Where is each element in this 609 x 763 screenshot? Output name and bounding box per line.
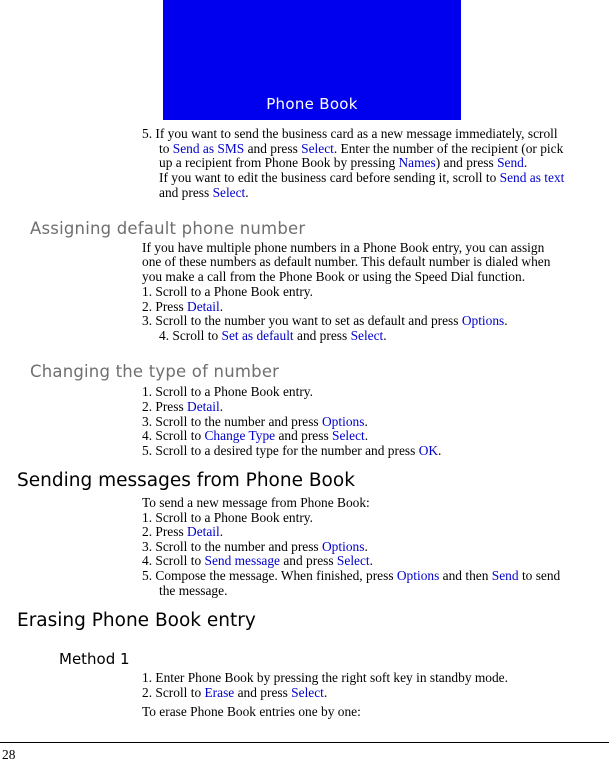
cmd-erase: Erase <box>204 685 235 700</box>
changing-step-4: 4. Scroll to Change Type and press Select. <box>142 428 369 443</box>
cmd-select: Select <box>301 141 334 156</box>
sending-intro: To send a new message from Phone Book: <box>142 495 370 510</box>
cmd-detail: Detail <box>187 524 220 539</box>
assigning-step-1: 1. Scroll to a Phone Book entry. <box>142 284 313 299</box>
heading-erasing-entry: Erasing Phone Book entry <box>17 610 256 631</box>
cmd-select: Select <box>350 328 384 343</box>
heading-assigning-default: Assigning default phone number <box>30 219 306 238</box>
heading-sending-messages: Sending messages from Phone Book <box>17 470 355 491</box>
sending-step-1: 1. Scroll to a Phone Book entry. <box>142 510 313 525</box>
changing-step-1: 1. Scroll to a Phone Book entry. <box>142 384 313 399</box>
cmd-names: Names <box>398 155 436 170</box>
erasing-one-by-one: To erase Phone Book entries one by one: <box>142 704 361 719</box>
assigning-intro-line-3: you make a call from the Phone Book or using the Speed Dial function. <box>142 269 526 284</box>
page-number: 28 <box>2 747 16 762</box>
business-card-step-5-line-3: up a recipient from Phone Book by pressing Names) and press Send. <box>159 155 528 170</box>
cmd-options: Options <box>322 414 365 429</box>
changing-step-5: 5. Scroll to a desired type for the number and press OK. <box>142 443 442 458</box>
cmd-send: Send <box>497 155 524 170</box>
cmd-options: Options <box>396 568 440 583</box>
erasing-step-2: 2. Scroll to Erase and press Select. <box>142 685 328 700</box>
cmd-detail: Detail <box>187 399 220 414</box>
cmd-options: Options <box>322 539 365 554</box>
cmd-send: Send <box>491 568 519 583</box>
footer-divider <box>0 742 609 743</box>
assigning-step-4: 4. Scroll to Set as default and press Select. <box>159 328 387 343</box>
assigning-step-2: 2. Press Detail. <box>142 299 224 314</box>
changing-step-3: 3. Scroll to the number and press Options. <box>142 414 368 429</box>
sending-step-3: 3. Scroll to the number and press Options. <box>142 539 368 554</box>
business-card-step-5-line-1: 5. If you want to send the business card as a new message immediately, scroll <box>142 126 558 141</box>
cmd-set-as-default: Set as default <box>221 328 294 343</box>
cmd-change-type: Change Type <box>204 428 276 443</box>
sending-step-5-line-1: 5. Compose the message. When finished, press Options and then Send to send <box>142 568 561 583</box>
assigning-intro-line-2: one of these numbers as default number. This default number is dialed when <box>142 254 551 269</box>
business-card-step-5-line-2: to Send as SMS and press Select. Enter the number of the recipient (or pick <box>159 141 564 156</box>
cmd-select: Select <box>291 685 324 700</box>
assigning-intro-line-1: If you have multiple phone numbers in a Phone Book entry, you can assign <box>142 240 545 255</box>
erasing-step-1: 1. Enter Phone Book by pressing the right soft key in standby mode. <box>142 670 508 685</box>
changing-step-2: 2. Press Detail. <box>142 399 224 414</box>
cmd-options: Options <box>461 313 505 328</box>
cmd-ok: OK <box>418 443 439 458</box>
cmd-select: Select <box>336 553 370 568</box>
cmd-detail: Detail <box>187 299 220 314</box>
business-card-step-5-line-5: and press Select. <box>159 185 249 200</box>
phone-screen-title: Phone Book <box>266 95 358 113</box>
sending-step-5-line-2: the message. <box>159 583 228 598</box>
cmd-send-message: Send message <box>204 553 280 568</box>
cmd-send-as-sms: Send as SMS <box>172 141 245 156</box>
sending-step-2: 2. Press Detail. <box>142 524 224 539</box>
heading-changing-type: Changing the type of number <box>30 362 280 381</box>
cmd-select: Select <box>332 428 365 443</box>
cmd-select: Select <box>212 185 246 200</box>
assigning-step-3: 3. Scroll to the number you want to set as default and press Options. <box>142 313 508 328</box>
business-card-step-5-line-4: If you want to edit the business card before sending it, scroll to Send as text <box>159 170 565 185</box>
phone-screen-image <box>163 0 461 120</box>
method-1-label: Method 1 <box>59 650 130 668</box>
sending-step-4: 4. Scroll to Send message and press Select. <box>142 553 373 568</box>
cmd-send-as-text: Send as text <box>499 170 565 185</box>
